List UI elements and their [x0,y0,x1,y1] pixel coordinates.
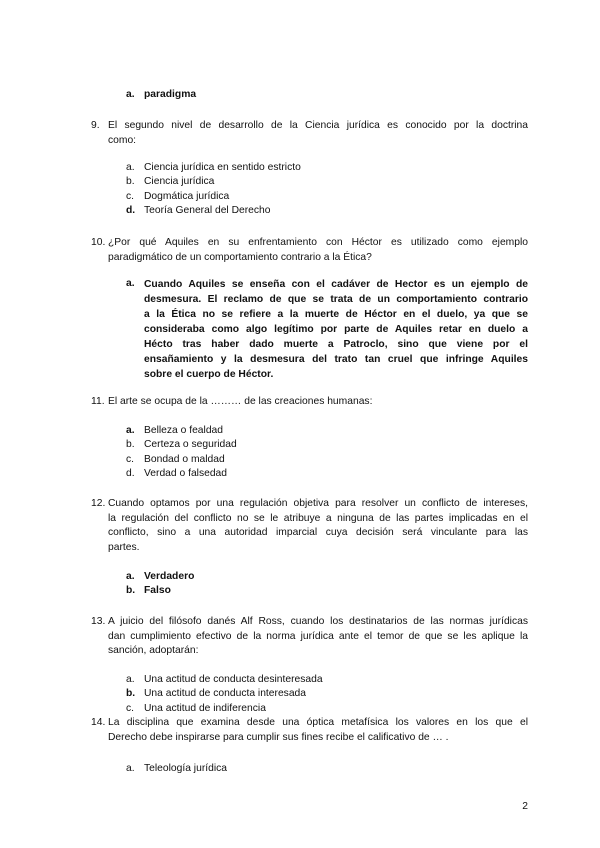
q9-question: El segundo nivel de desarrollo de la Ciencia jurídica es conocido por la doctrina como: [108,120,528,146]
q13-option-b-letter: b. [126,688,136,699]
q11-option-c-letter: c. [126,454,135,465]
q13-option-c-letter: c. [126,703,135,714]
q14-option-a-letter: a. [126,763,135,774]
q10-number: 10. [91,237,106,248]
q9-option-a-letter: a. [126,162,135,173]
q12-option-a-letter: a. [126,571,135,582]
q12-number: 12. [91,498,106,509]
q10-answer-letter: a. [126,278,135,289]
q9-option-d: Teoría General del Derecho [144,205,271,216]
q11-number: 11. [91,396,105,407]
q9-option-b: Ciencia jurídica [144,176,215,187]
q13-question: A juicio del filósofo danés Alf Ross, cuando los destinatarios de las normas jurídicas dan cumplimiento efectivo de la norma jurídica ante el temor de que se les aplique la sanción, adoptarán: [108,616,528,656]
q13-option-a-letter: a. [126,674,135,685]
q13-number: 13. [91,616,106,627]
q9-option-b-letter: b. [126,176,135,187]
q11-question: El arte se ocupa de la ……… de las creaciones humanas: [108,396,373,407]
q11-option-b: Certeza o seguridad [144,439,237,450]
q11-option-d-letter: d. [126,468,135,479]
q10-answer: Cuando Aquiles se enseña con el cadáver de Hector es un ejemplo de desmesura. El reclamo de que se trata de un comportamiento contrario a la Ética no se refiere a la muerte de Héctor en el duelo, ya que se consideraba como algo legítimo por parte de Aquiles retar en duelo a Hécto tras haber dado muerte a Patroclo, sino que viene por el ensañamiento y la desmesura del trato tan cruel que infringe Aquiles sobre el cuerpo de Héctor. [144,279,528,380]
top-answer-text: paradigma [144,89,197,100]
q9-option-a: Ciencia jurídica en sentido estricto [144,162,301,173]
q12-option-b: Falso [144,585,171,596]
page-number: 2 [522,801,528,812]
q9-option-c: Dogmática jurídica [144,191,230,202]
q12-option-a: Verdadero [144,571,195,582]
q13-option-b: Una actitud de conducta interesada [144,688,307,699]
q9-option-d-letter: d. [126,205,136,216]
q12-question: Cuando optamos por una regulación objetiva para resolver un conflicto de intereses, la regulación del conflicto no se le atribuye a ninguna de las partes implicadas en el conflicto, sino a una autoridad imparcial cuya decisión será vinculante para las partes. [108,498,528,553]
q14-option-a: Teleología jurídica [144,763,227,774]
q13-option-c: Una actitud de indiferencia [144,703,266,714]
q10-question: ¿Por qué Aquiles en su enfrentamiento con Héctor es utilizado como ejemplo paradigmático de un comportamiento contrario a la Ética? [108,237,528,263]
q12-option-b-letter: b. [126,585,136,596]
q13-option-a: Una actitud de conducta desinteresada [144,674,323,685]
q14-number: 14. [91,717,106,728]
q14-question: La disciplina que examina desde una óptica metafísica los valores en los que el Derecho debe inspirarse para cumplir sus fines recibe el calificativo de … . [108,717,528,743]
q9-number: 9. [91,120,100,131]
q11-option-c: Bondad o maldad [144,454,225,465]
q11-option-a: Belleza o fealdad [144,425,224,436]
q9-option-c-letter: c. [126,191,135,202]
q11-option-a-letter: a. [126,425,135,436]
q11-option-b-letter: b. [126,439,135,450]
q11-option-d: Verdad o falsedad [144,468,228,479]
top-answer-letter: a. [126,89,135,100]
